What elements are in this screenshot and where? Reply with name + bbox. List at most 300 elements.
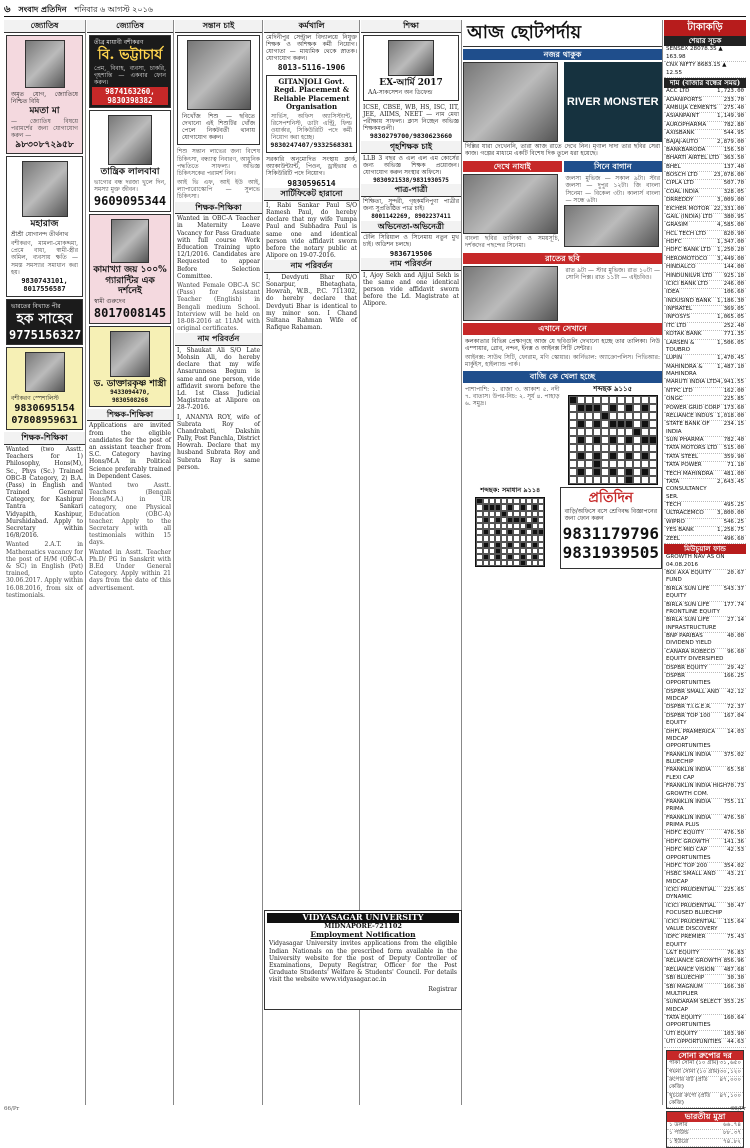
section-heading: নাম পরিবর্তন (175, 333, 262, 346)
crossword-puzzle (568, 395, 658, 485)
crossword-cell (641, 420, 649, 428)
nifty-row: CNX NIFTY 8683.15 ▲ 12.55 (664, 62, 746, 78)
classified-phone: 9830596514 (287, 178, 336, 188)
classified-text: LLB 3 বছর ও এল এল এম কোর্সের জন্য অভিজ্ঞ শিক্ষক প্রয়োজন। যোগাযোগ করুন সংস্থার অফিসে। (363, 154, 459, 177)
night-grid (463, 266, 662, 321)
stock-row: ACC LTD 1,723.00 (664, 88, 746, 96)
shastri-ad (89, 326, 171, 407)
fund-row: HDFC GROWTH 141.36 (664, 839, 746, 847)
pir-ad (6, 299, 83, 345)
crossword-cell (577, 476, 585, 484)
stock-row: ADANIPORTS 233.70 (664, 97, 746, 105)
crossword-cell (609, 468, 617, 476)
section-heading: শিক্ষক-শিক্ষিকা (175, 202, 262, 215)
fund-row: SBI MAGNUM MULTIPLIER 166.30 (664, 984, 746, 1000)
feature-grid (463, 62, 662, 142)
ad-phone: 9874163260, 9830398382 (92, 87, 168, 105)
gold-row: খুচরো রুপো (প্রতি কেজি) ৪৭,১০০ (667, 1093, 743, 1109)
classified-text: টেলি সিরিয়াল ও সিনেমায় নতুন মুখ চাই। অডিশন চলছে। (363, 234, 459, 249)
fund-row: SBI BLUECHIP 30.30 (664, 975, 746, 983)
section-strip: বাজি কে খেলা হচ্ছে (463, 371, 662, 383)
section-heading: অভিনেতা-অভিনেত্রী (361, 221, 461, 234)
gold-row: রুপোর বাট (প্রতি কেজি) ৪৭,০০০ (667, 1077, 743, 1093)
stock-row: IDEA 106.60 (664, 289, 746, 297)
crossword-cell (569, 404, 577, 412)
section-heading: নাম পরিবর্তন (264, 260, 359, 273)
crossword-cell (649, 436, 657, 444)
ad-title: বশীকরণ স্পেশালিস্ট (11, 395, 59, 403)
ad-phone: 9830247407/9332568381 (270, 141, 353, 150)
crossword-cell (609, 452, 617, 460)
stock-row: WIPRO 546.25 (664, 519, 746, 527)
classified-text: I, Ajoy Sekh and Ajijul Sekh is the same and one identical person vide affidavit sworn before the Ld. Magistrate at Alipore. (363, 271, 459, 308)
ad-title: ভারতের বিখ্যাত পীর (11, 302, 61, 310)
fx-row: ১ পাউন্ড ৮৮.৩৭ (667, 1130, 743, 1138)
listing-text: আইনক্স: সাউথ সিটি, ফোরাম, মণি স্কোয়ার। কার্নিভাল: অ্যাক্রোপলিস। পিভিআর: মার্কুইস, হাইল্যান্ড পার্ক। (465, 354, 660, 369)
crossword-cell (601, 452, 609, 460)
fund-row: FRANKLIN INDIA PRIMA PLUS 476.50 (664, 815, 746, 831)
stock-row: BAJAJ-AUTO 2,879.00 (664, 139, 746, 147)
fund-row: FRANKLIN INDIA PRIMA 755.11 (664, 799, 746, 815)
ad-phone: ৯৮৩০৮৭২৯৫৮ (15, 140, 74, 151)
crossword-cell (617, 404, 625, 412)
fund-row: FRANKLIN INDIA FLEXI CAP 65.58 (664, 767, 746, 783)
night-photo (463, 266, 558, 321)
ad-phone: 9609095344 (93, 194, 167, 209)
ad-title: তান্ত্রিক লালবাবা (100, 167, 160, 178)
crossword-cell (593, 460, 601, 468)
fund-row: UTI EQUITY 103.90 (664, 1031, 746, 1039)
advertiser-photo (25, 40, 65, 88)
stock-row: BOSCH LTD 23,078.00 (664, 172, 746, 180)
column-entertainment (463, 20, 663, 1105)
crossword-cell (585, 468, 593, 476)
listing-photo (564, 205, 659, 247)
crossword-cell (609, 396, 617, 404)
fx-row: ১ ইউরো ৭৪.৮২ (667, 1139, 743, 1147)
index-label: শেয়ার সূচক (664, 36, 746, 46)
crossword-cell (577, 420, 585, 428)
stock-row: TECH 495.25 (664, 502, 746, 510)
crossword-cell (625, 452, 633, 460)
stock-row: TATA MOTORS LTD 515.00 (664, 445, 746, 453)
crossword-cell (617, 420, 625, 428)
classified-text: Applications are invited from the eligible candidates for the post of an assistant teacher from S.C. Category having Hons/M.A in Political Science preferably trained in Dependent Cases. (89, 422, 171, 480)
crossword-cell (593, 428, 601, 436)
crossword-cell (585, 428, 593, 436)
fund-row: HDFC TOP 200 354.02 (664, 863, 746, 871)
stock-row: EICHER MOTOR 22,331.00 (664, 206, 746, 214)
crossword-cell (617, 468, 625, 476)
section-heading: সার্টিফিকেট হারানো (264, 188, 359, 201)
classified-text: Wanted (two Asstt. Teachers for 1) Philosophy, Hons(M), Sc., Phys (Sc.) Trained OBC-B Category, 2) B.A. (Pass) in English and Trained General Category, for Kashipur Tantra Sankari Vidyapith, Kashipur, Murshidabad. Apply to Secretary within 16/8/2016. (6, 445, 83, 540)
section-title: আজ ছোটপর্দায় (467, 22, 582, 43)
stock-row: HEROMOTOCO 3,449.00 (664, 256, 746, 264)
crossword-cell (585, 412, 593, 420)
movie-poster: RIVER MONSTER (564, 62, 663, 142)
classified-text: শিক্ষিতা, সুন্দরী, গৃহকর্মনিপুণা পাত্রীর জন্য সুপ্রতিষ্ঠিত পাত্র চাই। (363, 198, 459, 213)
listing-photo (463, 174, 558, 234)
fx-box (666, 1111, 744, 1148)
section-strip: নজর থাকুক (463, 49, 662, 61)
ad-sub: বাড়ি/অফিসে বসে শ্রেণিবদ্ধ বিজ্ঞাপনের জন্য ফোন করুন (564, 508, 657, 523)
crossword-cell (625, 412, 633, 420)
crossword-cell (593, 404, 601, 412)
stock-row: HINDUNILVR LTD 925.10 (664, 273, 746, 281)
crossword-cell (585, 460, 593, 468)
stock-row: BHEL 137.40 (664, 164, 746, 172)
mutual-fund-subheading: GROWTH NAV AS ON 04.08.2016 (664, 554, 746, 570)
stock-row: HDFC BANK LTD 1,250.20 (664, 247, 746, 255)
crossword-cell (641, 460, 649, 468)
stock-row: ASIANPAINT 1,149.90 (664, 113, 746, 121)
stock-row: GAIL (INDIA) LTD 380.95 (664, 214, 746, 222)
fund-row: L&T EQUITY 76.83 (664, 950, 746, 958)
notification-title: Employment Notification (310, 930, 416, 940)
crossword-cell (625, 468, 633, 476)
crossword-cell (577, 404, 585, 412)
crossword-cell (649, 460, 657, 468)
gold-row: পাকা সোনা (১০ গ্রাম) ৩১,৬৫০ (667, 1060, 743, 1068)
stock-row: KOTAK BANK 771.35 (664, 331, 746, 339)
classified-text: Wanted in OBC-A Teacher in Maternity Leave Vacancy for Pass Graduate with full course Work Education Training upto 12/1/2016. Candidates are Requested to appear Before Selection Committee. (177, 215, 260, 280)
kamakhya-ad (89, 214, 171, 324)
sensex-row: SENSEX 28078.35 ▲ 163.98 (664, 46, 746, 62)
fund-row: UTI OPPORTUNITIES 44.63 (664, 1039, 746, 1047)
stock-row: INFRATEL 369.05 (664, 306, 746, 314)
crossword-cell (577, 396, 585, 404)
section-heading: গৃহশিক্ষক চাই (361, 141, 461, 154)
crossword-cell (617, 444, 625, 452)
stock-row: INDUSIND BANK 1,186.30 (664, 298, 746, 306)
fund-row: BIRLA SUN LIFE INFRASTRUCTURE 27.14 (664, 617, 746, 633)
notification-text: Vidyasagar University invites applications from the eligible Indian Nationals on the prescribed form available in the University website for the post of Deputy Controller of Examinations, Deputy Registrar, Officer for the Post Graduate Students' Welfare & Students' Council. For details visit the website www.vidyasagar.ac.in (269, 940, 457, 984)
stock-row: YES BANK 1,258.75 (664, 527, 746, 535)
crossword-cell (633, 404, 641, 412)
crossword-cell (601, 420, 609, 428)
paper-name: সংবাদ প্রতিদিন (18, 3, 67, 14)
crossword-cell (585, 444, 593, 452)
crossword-cell (641, 436, 649, 444)
crossword-cell (641, 428, 649, 436)
classified-text: সরকারি অনুমোদিত সংস্থায় ক্লার্ক, অ্যাকাউন্ট্যান্ট, পিওন, ড্রাইভার ও সিকিউরিটি পদে নিয়োগ। (266, 156, 357, 178)
section-heading: সন্তান চাই (175, 20, 262, 33)
classified-text: Wanted Female OBC-A SC (Pass) for Assistant Teacher (English) in Bengali medium School. Interview will be held on 18-08-2016 at 11AM with original certificates. (177, 281, 260, 333)
section-heading: শিক্ষা (361, 20, 461, 33)
crossword-cell (593, 396, 601, 404)
column-wanted-child (175, 20, 263, 1105)
crossword-cell (641, 476, 649, 484)
ad-name: ড. ডাক্তারকৃষ্ণ শাস্ত্রী (93, 378, 167, 389)
university-city: MIDNAPORE-721102 (324, 921, 402, 930)
crossword-cell (577, 468, 585, 476)
crossword-cell (633, 420, 641, 428)
notification-signature: Registrar (428, 985, 457, 993)
crossword-cell (641, 468, 649, 476)
ex-army-ad (363, 35, 459, 101)
page-number: ৬ (4, 3, 11, 15)
fund-row: DSPBR OPPORTUNITIES 166.25 (664, 673, 746, 689)
crossword-cell (585, 396, 593, 404)
stock-row: STATE BANK OF INDIA 234.15 (664, 421, 746, 437)
fund-row: HSBC SMALL AND MIDCAP 43.21 (664, 871, 746, 887)
crossword-solution (475, 497, 545, 567)
crossword-cell (601, 404, 609, 412)
ad-phone: 9831179796 (562, 523, 659, 543)
crossword-cell (601, 476, 609, 484)
fx-heading: ভারতীয় মুদ্রা (667, 1112, 743, 1122)
crossword-cell (585, 404, 593, 412)
ad-phone-2: 9831939505 (562, 542, 659, 562)
fund-row: RELIANCE VISION 487.68 (664, 967, 746, 975)
fx-row: ১ ডলার ৬৬.৭৪ (667, 1122, 743, 1130)
ad-name: মমতা মা (29, 105, 60, 116)
ad-phone-2: 07808959631 (11, 415, 78, 427)
section-strip: সিনে বাগান (564, 161, 663, 173)
crossword-cell (601, 436, 609, 444)
crossword-cell (617, 412, 625, 420)
fund-row: ICICI PRUDENTIAL VALUE DISCOVERY 115.64 (664, 919, 746, 935)
crossword-cell (609, 436, 617, 444)
stock-row: DRREDDY 3,009.00 (664, 197, 746, 205)
crossword-cell (633, 468, 641, 476)
section-strip: দেখে নাযাই (463, 161, 562, 173)
classified-text: I, ANANYA ROY, wife of Subrata Roy of Chandrabati, Dakshin Pally, Post Panchla, District Howrah. Declare that my husband Subrata Roy and Subrata Ray is same person. (177, 413, 260, 471)
classified-text: Wanted two Asstt. Teachers (Bengali Hons/M.A.) in UR category, one Physical Education (OBC-A) teacher. Apply to the Secretary with all testimonials within 15 days. (89, 481, 171, 547)
section-heading: জ্যোতিষ (87, 20, 173, 33)
section-heading: শিক্ষক-শিক্ষিকা (87, 409, 173, 422)
stock-row: MARUTI INDIA LTD 4,941.55 (664, 379, 746, 387)
crossword-cell (585, 476, 593, 484)
fund-row: IDFC PREMIER EQUITY 75.43 (664, 934, 746, 950)
ad-title: অমৃত যোগ, জ্যোতিষে নিশ্চিত বিধি (11, 90, 78, 105)
ad-body: প্রেম, বিবাহ, ব্যবসা, চাকরি, গৃহশান্তি — একবার ফোন করুন। (94, 64, 166, 86)
listing-text: কলকাতার বিভিন্ন প্রেক্ষাগৃহে আজ যে ছবিগুলি দেখানো হচ্ছে তার তালিকা। নিউ এম্পায়ার, গ্লোব, নন্দন, ইনক্স ও আইনক্স সিটি সেন্টার। (465, 337, 660, 352)
crossword-cell (585, 420, 593, 428)
crossword-label: শব্দছক ৯১১৫ (593, 384, 633, 394)
clue-text: পাশাপাশি: ১. রাজা ৩. আকাশ ৫. নদী ৭. বাতাস। উপর-নিচ: ২. সূর্য ৪. পাহাড় ৬. সমুদ্র। (465, 386, 560, 408)
ad-body: — জ্যোতিষ বিষয়ে পরামর্শের জন্য যোগাযোগ করুন — (11, 117, 78, 140)
classified-phone: 9830921538/9831930575 (373, 177, 449, 185)
crossword-cell (625, 436, 633, 444)
fund-row: DSPBR SMALL AND MIDCAP 42.12 (664, 689, 746, 705)
classified-text: I, Shaukat Ali S/O Late Mohsin Ali, do hereby declare that my wife Ansarunnesa Begum is same and one person, vide affidavit sworn before the Ld. 1st Class Judicial Magistrate at Alipore on 28-7-2016. (177, 346, 260, 412)
crossword-cell (633, 396, 641, 404)
listing-grid (463, 159, 662, 251)
stock-row: MAHINDRA & MAHINDRA 1,487.10 (664, 364, 746, 380)
vashikaran-ad (6, 347, 83, 430)
crossword-cell (633, 452, 641, 460)
crossword-cell (577, 444, 585, 452)
crossword-cell (649, 404, 657, 412)
crossword-cell (649, 412, 657, 420)
ad-grid (463, 487, 662, 569)
stock-row: INFOSYS 1,065.05 (664, 314, 746, 322)
fund-row: TATA EQUITY OPPORTUNITIES 160.64 (664, 1015, 746, 1031)
crossword-cell (641, 452, 649, 460)
crossword-cell (577, 412, 585, 420)
crossword-cell (609, 428, 617, 436)
lalbaba-ad (89, 110, 171, 212)
ad-sub: AA-সাকসেশন অন ডিফেন্ড (368, 89, 433, 97)
stock-row: POWER GRID CORP 173.60 (664, 405, 746, 413)
issue-date: শনিবার ৬ আগস্ট ২০১৬ (74, 4, 153, 14)
crossword-cell (625, 460, 633, 468)
column-astrology-2 (87, 20, 174, 1105)
stock-row: ICICI BANK LTD 246.00 (664, 281, 746, 289)
advertiser-photo (22, 161, 68, 217)
crossword-grid (463, 385, 662, 487)
ad-name: বি. ভট্টাচার্য (97, 46, 163, 63)
fx-list (667, 1122, 743, 1147)
crossword-cell (569, 452, 577, 460)
crossword-cell (593, 468, 601, 476)
stock-row: LARSEN & TOUBRO 1,506.05 (664, 340, 746, 356)
gold-row: গয়না সোনা (১০ গ্রাম) ৩০,১২০ (667, 1069, 743, 1077)
gitanjoli-ad (266, 75, 357, 153)
bhattacharya-ad (89, 35, 171, 109)
crossword-cell (633, 412, 641, 420)
ad-phone: 8017008145 (93, 306, 167, 321)
crossword-cell (641, 396, 649, 404)
ad-phone: 9775156327 (9, 327, 82, 342)
university-name: VIDYASAGAR UNIVERSITY (267, 913, 459, 923)
crossword-cell (617, 476, 625, 484)
classified-text: আই ভি এফ, আই ইউ আই, ল্যাপারোস্কোপি — সুলভে চিকিৎসা। (177, 179, 260, 201)
feature-photo (463, 62, 558, 142)
column-astrology-1 (4, 20, 86, 1105)
fund-row: DSPBR EQUITY 29.42 (664, 665, 746, 673)
classified-text: ICSE, CBSE, WB, HS, ISC, IIT, JEE, AIIMS, NEET — নাম মেধা পরীক্ষায় সাফল্য। ক্লাস নিচ্ছেন অভিজ্ঞ শিক্ষকমণ্ডলী। (363, 103, 459, 133)
ad-title: মহারাজ (30, 219, 59, 230)
crossword-cell (538, 560, 544, 566)
stock-row: NTPC LTD 162.00 (664, 388, 746, 396)
stock-row: COAL INDIA 328.05 (664, 189, 746, 197)
stock-row: GRASIM 4,585.00 (664, 222, 746, 230)
ad-photo (388, 40, 434, 76)
crossword-cell (601, 468, 609, 476)
missing-child-ad (177, 35, 260, 146)
classified-phone: 8013-5116-1906 (277, 63, 346, 73)
crossword-cell (601, 412, 609, 420)
crossword-cell (633, 476, 641, 484)
section-heading: নাম পরিবর্তন (361, 258, 461, 271)
section-heading: জ্যোতিষ (4, 20, 85, 33)
stock-row: HDFC 1,347.00 (664, 239, 746, 247)
crossword-cell (577, 436, 585, 444)
crossword-cell (625, 428, 633, 436)
ad-name: স্বামী গুরুদেব (94, 298, 126, 306)
classified-text: Wanted 2.A.T. in Mathematics vacancy for the post of H/M (OBC-A & SC) in English (Pet) trained, upto 30.06.2017. Apply within 16.08.2016, from six of testimonials. (6, 541, 83, 599)
crossword-cell (617, 428, 625, 436)
crossword-cell (569, 412, 577, 420)
section-strip: রাতের ছবি (463, 253, 662, 265)
crossword-cell (569, 428, 577, 436)
crossword-cell (649, 452, 657, 460)
stock-list (664, 88, 746, 544)
crossword-cell (593, 420, 601, 428)
stock-row: SUN PHARMA 782.40 (664, 437, 746, 445)
fund-row: CANARA ROBECO EQUITY DIVERSIFIED 96.60 (664, 649, 746, 665)
crossword-cell (617, 452, 625, 460)
fund-list (664, 570, 746, 1048)
classified-phone: 9836719506 (389, 249, 433, 258)
classified-text: I, Devdyuti Bhar R/O Sonarpur, Bhetaghata, Howrah, W.B., P.C. 711302, do hereby declare that Devdyuti Bhar is identical to my minor son. I Chand Sultana Rahman Wife of Rafique Rahaman. (266, 273, 357, 332)
stock-row: ONGC 225.85 (664, 396, 746, 404)
ad-title: তীব্র মায়াবী বশীকরণ (94, 38, 144, 46)
crossword-cell (577, 428, 585, 436)
stock-row: BANKBARODA 156.50 (664, 147, 746, 155)
crossword-cell (641, 404, 649, 412)
classified-phone: 9830279700/9830623660 (369, 132, 453, 141)
stock-row: AUROPHARMA 782.80 (664, 122, 746, 130)
crossword-cell (593, 412, 601, 420)
ad-phone: 9830695154 (14, 403, 75, 415)
crossword-cell (569, 396, 577, 404)
ad-name: শ্রীশ্রী যোগানন্দ তীর্থনাথ (11, 230, 69, 238)
stock-row: TATA STEEL 359.90 (664, 454, 746, 462)
crossword-cell (625, 404, 633, 412)
crossword-cell (609, 444, 617, 452)
crossword-cell (617, 460, 625, 468)
crossword-cell (625, 444, 633, 452)
crossword-cell (569, 444, 577, 452)
gold-heading: সোনা রুপোর দর (667, 1051, 743, 1061)
stock-row: BHARTI AIRTEL LTD 363.50 (664, 155, 746, 163)
child-photo (187, 40, 251, 110)
stock-row: ITC LTD 252.40 (664, 323, 746, 331)
crossword-cell (585, 436, 593, 444)
crossword-cell (569, 420, 577, 428)
crossword-cell (649, 428, 657, 436)
fund-row: HDFC MID CAP OPPORTUNITIES 42.53 (664, 847, 746, 863)
crossword-cell (617, 436, 625, 444)
stock-row: LUPIN 1,470.45 (664, 355, 746, 363)
crossword-cell (617, 396, 625, 404)
classified-text: মেদিনীপুর সেন্ট্রাল বিদ্যালয়ে নিযুক্ত শিক্ষক ও অশিক্ষক কর্মী নিয়োগ। যোগ্যতা — মাধ্যমিক থেকে স্নাতক। যোগাযোগ করুন। (266, 33, 357, 63)
stock-row: RELIANCE INDUS 1,018.00 (664, 413, 746, 421)
crossword-cell (633, 444, 641, 452)
classified-booking-ad (560, 487, 662, 569)
ad-title: কামাখ্যা জয় ১০০% গ্যারান্টির এক দর্শনেই (93, 264, 167, 297)
listing-text: বাংলা ছবির তালিকা ও সময়সূচি, দর্শকদের পছন্দের সিনেমা। (465, 235, 560, 250)
stock-row: HINDALCO 144.00 (664, 264, 746, 272)
ad-body: নিখোঁজ শিশু — ছবিতে দেখানো এই শিশুটির খোঁজ পেলে নিকটবর্তী থানায় যোগাযোগ করুন। (182, 112, 255, 142)
section-heading: শিক্ষক-শিক্ষিকা (4, 432, 85, 445)
university-notification (264, 910, 462, 1010)
advertiser-photo (108, 115, 152, 165)
fund-row: RELIANCE GROWTH 856.96 (664, 958, 746, 966)
fund-row: BOI AXA EQUITY FUND 20.67 (664, 570, 746, 586)
crossword-cell (569, 460, 577, 468)
ad-title: প্রতিদিন (588, 490, 634, 507)
fund-row: DSPBR TOP 100 EQUITY 167.04 (664, 713, 746, 729)
crossword-cell (601, 444, 609, 452)
crossword-cell (625, 476, 633, 484)
fund-row: BNP PARIBAS DIVIDEND YIELD 40.00 (664, 633, 746, 649)
crossword-cell (633, 460, 641, 468)
entertainment-heading (463, 20, 662, 47)
classified-phone: 8001142269, 8902237411 (371, 213, 451, 221)
fund-row: DSPBR T.I.G.E.R. 72.37 (664, 704, 746, 712)
stock-row: TECH MAHINDRA 481.00 (664, 471, 746, 479)
stocks-heading: দাম (বাজার বন্ধের সময়) (664, 78, 746, 88)
crossword-cell (569, 468, 577, 476)
ad-body: বশীকরণ, মামলা-মোকদ্দমা, প্রেমে বাধা, স্বামী-স্ত্রীর অমিল, ব্যবসায় ক্ষতি — সমস্ত সমস্যার সমাধান করা হয়। (11, 240, 78, 276)
crossword-cell (649, 420, 657, 428)
advertiser-photo (25, 352, 65, 392)
crossword-cell (593, 444, 601, 452)
